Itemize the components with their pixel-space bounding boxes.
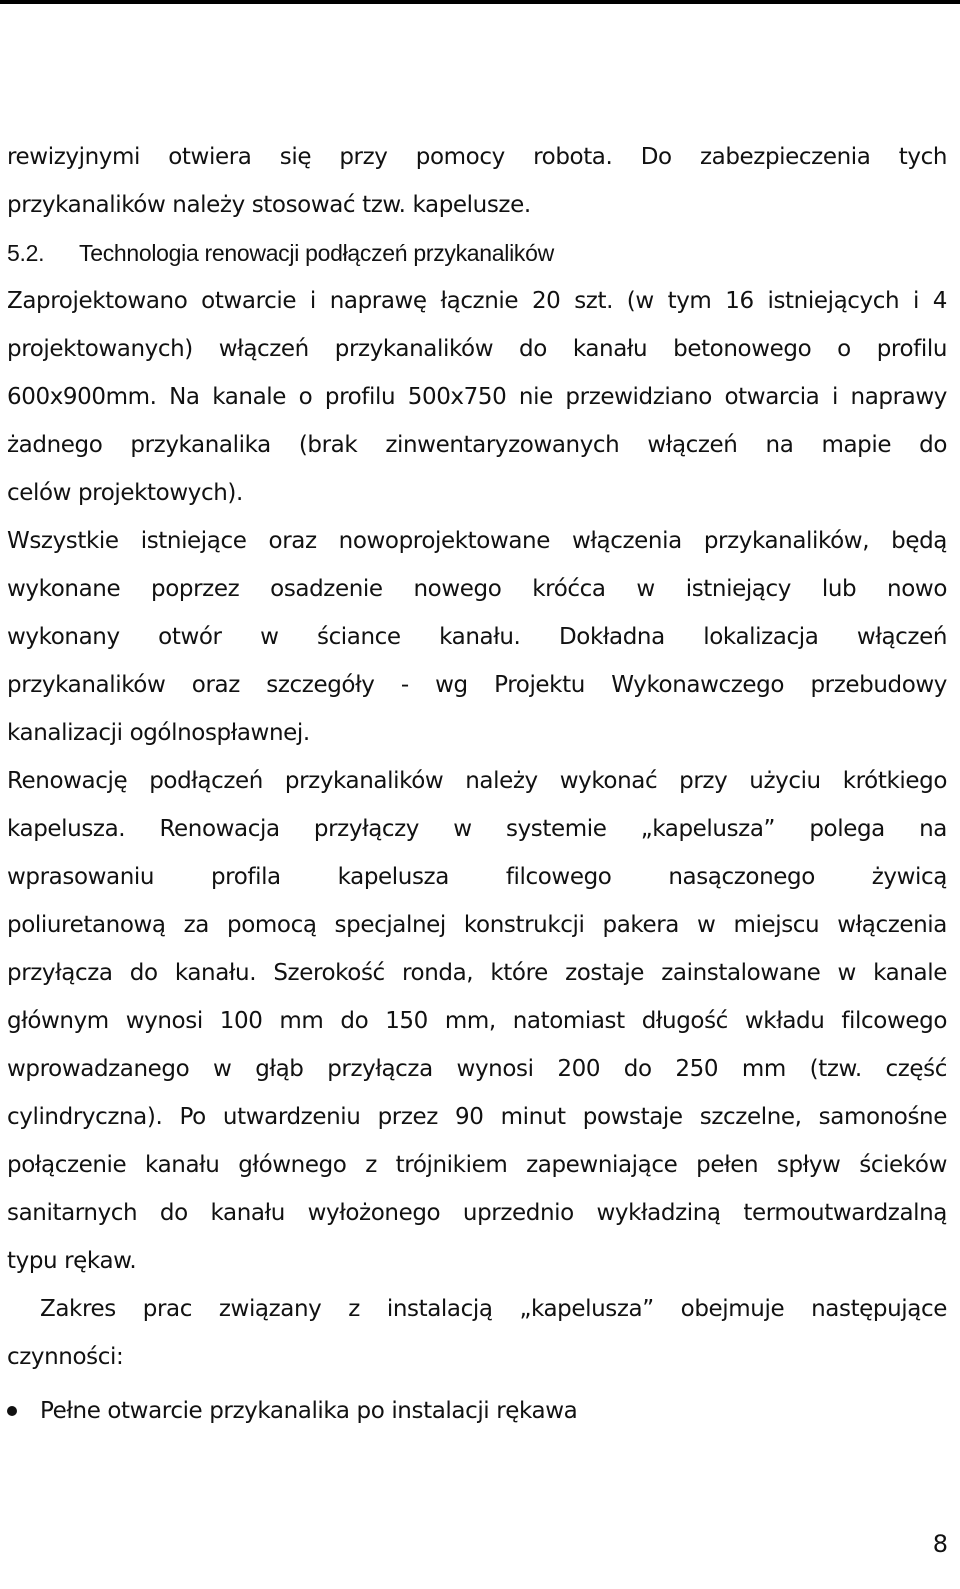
section-heading — [7, 229, 947, 277]
text-line: kanalizacji ogólnospławnej. — [7, 720, 310, 746]
text-line: głównym wynosi 100 mm do 150 mm, natomiast długość wkładu filcowego — [7, 1008, 947, 1034]
text-line: przykanalików oraz szczegóły - wg Projektu Wykonawczego przebudowy — [7, 672, 947, 698]
paragraph-scope — [7, 277, 947, 517]
paragraph-hat-renovation — [7, 757, 947, 1285]
text-line: cylindryczna). Po utwardzeniu przez 90 minut powstaje szczelne, samonośne — [7, 1104, 947, 1130]
text-line: przykanalików należy stosować tzw. kapelusze. — [7, 192, 531, 218]
text-line: Wszystkie istniejące oraz nowoprojektowane włączenia przykanalików, będą — [7, 528, 947, 554]
list-item — [7, 1387, 947, 1435]
text-line: rewizyjnymi otwiera się przy pomocy robota. Do zabezpieczenia tych — [7, 144, 947, 170]
paragraph-connections — [7, 517, 947, 757]
text-line: 600x900mm. Na kanale o profilu 500x750 nie przewidziano otwarcia i naprawy — [7, 384, 947, 410]
top-rule — [0, 0, 960, 4]
text-line: wykonany otwór w ściance kanału. Dokładna lokalizacja włączeń — [7, 624, 947, 650]
text-line: typu rękaw. — [7, 1248, 137, 1274]
text-line: kapelusza. Renowacja przyłączy w systemie „kapelusza” polega na — [7, 816, 947, 842]
text-line: wykonane poprzez osadzenie nowego króćca w istniejący lub nowo — [7, 576, 947, 602]
text-line: wprowadzanego w głąb przyłącza wynosi 200 do 250 mm (tzw. część — [7, 1056, 947, 1082]
text-line: Renowację podłączeń przykanalików należy wykonać przy użyciu krótkiego — [7, 768, 947, 794]
document-body — [7, 133, 947, 1435]
text-line: połączenie kanału głównego z trójnikiem zapewniające pełen spływ ścieków — [7, 1152, 947, 1178]
text-line: wprasowaniu profila kapelusza filcowego nasączonego żywicą — [7, 864, 947, 890]
page-number: 8 — [932, 1530, 948, 1558]
text-line: przyłącza do kanału. Szerokość ronda, które zostaje zainstalowane w kanale — [7, 960, 947, 986]
intro-paragraph — [7, 133, 947, 229]
text-line: projektowanych) włączeń przykanalików do kanału betonowego o profilu — [7, 336, 947, 362]
text-line: czynności: — [7, 1344, 124, 1370]
text-line: poliuretanową za pomocą specjalnej konstrukcji pakera w miejscu włączenia — [7, 912, 947, 938]
work-list — [7, 1387, 947, 1435]
text-line: żadnego przykanalika (brak zinwentaryzowanych włączeń na mapie do — [7, 432, 947, 458]
text-line: celów projektowych). — [7, 480, 243, 506]
text-line: sanitarnych do kanału wyłożonego uprzednio wykładziną termoutwardzalną — [7, 1200, 947, 1226]
section-number: 5.2. — [7, 240, 45, 266]
list-item-text: Pełne otwarcie przykanalika po instalacji rękawa — [40, 1398, 578, 1424]
text-line: Zaprojektowano otwarcie i naprawę łącznie 20 szt. (w tym 16 istniejących i 4 — [7, 288, 947, 314]
text-line: Zakres prac związany z instalacją „kapelusza” obejmuje następujące — [40, 1296, 947, 1322]
paragraph-scope-of-work — [7, 1285, 947, 1381]
bullet-dot-icon — [7, 1406, 17, 1416]
section-title: Technologia renowacji podłączeń przykanalików — [79, 240, 554, 266]
